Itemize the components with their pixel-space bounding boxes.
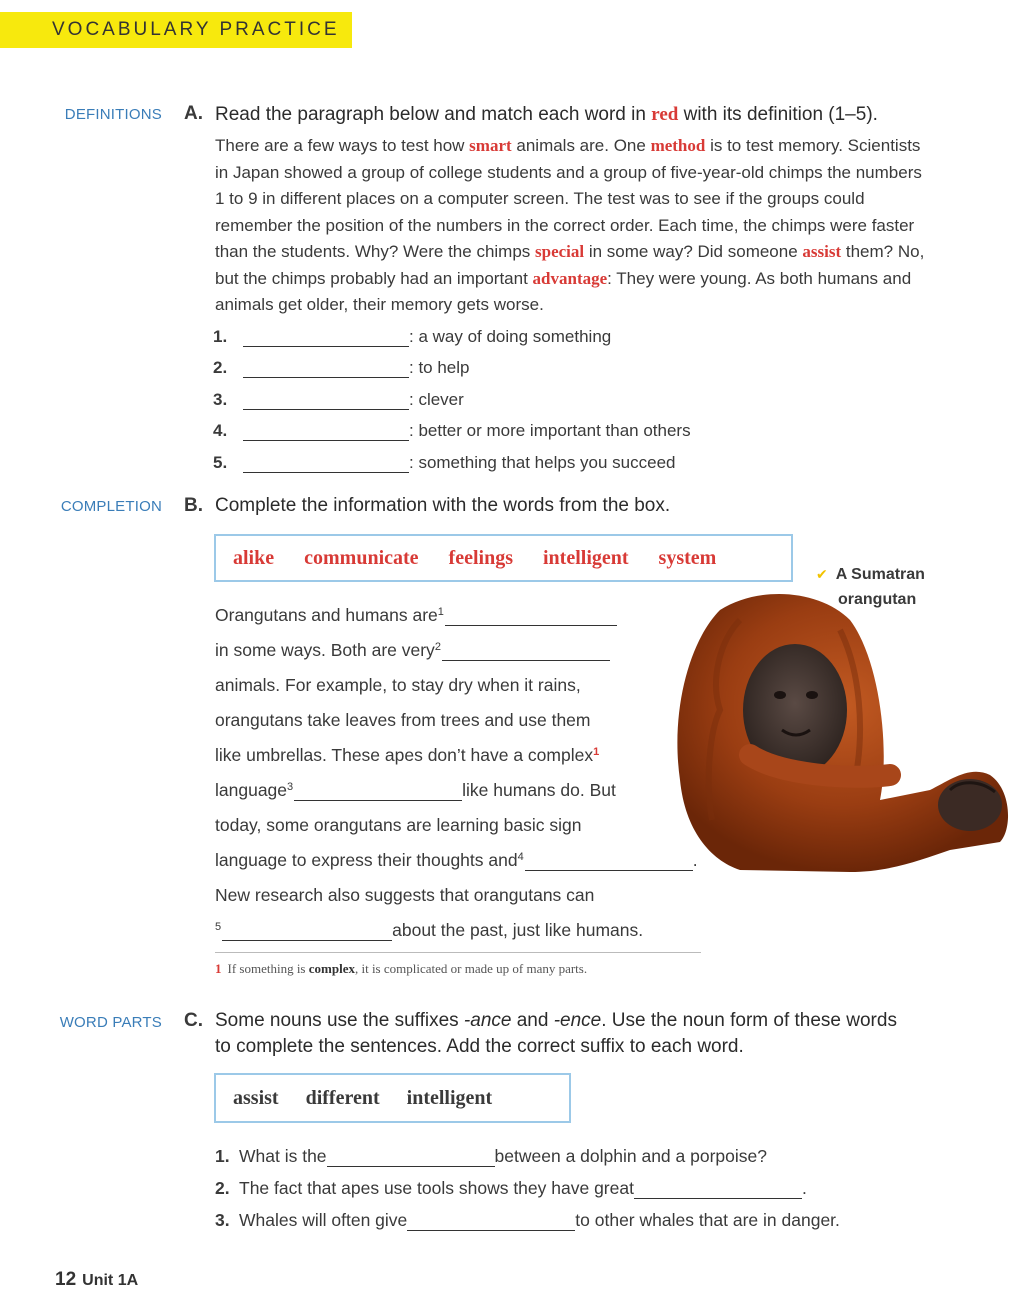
cloze-line: animals. For example, to stay dry when it rains, [215, 675, 581, 695]
footnote: 1 If something is complex, it is complicated or made up of many parts. [215, 961, 588, 976]
reading-paragraph: There are a few ways to test how smart animals are. One method is to test memory. Scientists in Japan showed a group of college students and a group of five-year-old chimps the numbers 1 to 9 in different places on a computer screen. The test was to see if the groups could remember the position of the numbers in the correct order. Each time, the chimps were faster than the students. Why? Were the chimps special in some way? Did someone assist them? No, but the chimps probably had an important advantage: They were young. As both humans and animals get older, their memory gets worse. [215, 136, 925, 314]
answer-blank[interactable] [445, 609, 617, 626]
definition-row: 3. : clever [213, 390, 464, 409]
answer-blank[interactable] [634, 1182, 802, 1199]
box-word: intelligent [406, 1086, 493, 1109]
orangutan-photo [650, 580, 1014, 880]
definition-row: 2. : to help [213, 358, 470, 377]
definition-row: 5. : something that helps you succeed [213, 453, 676, 472]
question-row: 3. Whales will often give to other whales that are in danger. [215, 1210, 840, 1230]
answer-blank[interactable] [525, 854, 693, 871]
answer-blank[interactable] [243, 330, 409, 347]
target-word-assist: assist [802, 242, 842, 261]
box-word: intelligent [542, 546, 629, 569]
section-a-letter: A. [184, 103, 203, 124]
cloze-line: today, some orangutans are learning basic sign [215, 815, 582, 835]
answer-blank[interactable] [243, 424, 409, 441]
cloze-line: orangutans take leaves from trees and use them [215, 710, 591, 730]
box-word: alike [233, 546, 275, 569]
answer-blank[interactable] [222, 924, 392, 941]
answer-blank[interactable] [294, 784, 462, 801]
box-word: different [305, 1086, 380, 1109]
chevron-down-icon: ✔ [816, 566, 828, 582]
cloze-line: like umbrellas. These apes don’t have a complex 1 [215, 745, 600, 765]
box-word: feelings [448, 546, 513, 569]
question-row: 1. What is the between a dolphin and a porpoise? [215, 1146, 767, 1166]
definitions-label: DEFINITIONS [64, 106, 162, 123]
page-footer [55, 1269, 138, 1291]
answer-blank[interactable] [243, 456, 409, 473]
section-b-letter: B. [184, 495, 203, 516]
footnote-divider [215, 952, 701, 953]
completion-label: COMPLETION [60, 498, 162, 515]
answer-blank[interactable] [327, 1150, 495, 1167]
definition-row: 4. : better or more important than others [213, 421, 691, 440]
target-word-smart: smart [469, 136, 512, 155]
box-word: communicate [304, 546, 419, 569]
answer-blank[interactable] [243, 361, 409, 378]
answer-blank[interactable] [407, 1214, 575, 1231]
red-keyword: red [651, 104, 679, 125]
target-word-method: method [650, 136, 706, 155]
cloze-line: New research also suggests that orangutans can [215, 885, 595, 905]
section-a-instruction: Read the paragraph below and match each word in red with its definition (1–5). [215, 104, 878, 125]
word-box [214, 534, 793, 582]
box-word: assist [233, 1086, 279, 1109]
word-parts-label: WORD PARTS [59, 1014, 162, 1031]
target-word-advantage: advantage [532, 268, 608, 288]
unit-label: Unit 1A [82, 1272, 139, 1289]
section-banner: VOCABULARY PRACTICE [0, 12, 352, 48]
section-c-instruction: Some nouns use the suffixes -ance and -ence. Use the noun form of these words to complete the sentences. Add the correct suffix to each word. [215, 1010, 897, 1057]
section-c-letter: C. [184, 1010, 203, 1031]
box-word: system [658, 546, 717, 569]
cloze-line: in some ways. Both are very 2 [215, 635, 610, 661]
cloze-line: language to express their thoughts and 4 . [215, 850, 698, 870]
answer-blank[interactable] [243, 393, 409, 410]
section-b-instruction: Complete the information with the words from the box. [215, 495, 671, 516]
photo-caption: ✔ A Sumatran orangutan [816, 566, 925, 608]
target-word-special: special [535, 242, 585, 261]
cloze-line: 5 about the past, just like humans. [215, 920, 644, 940]
cloze-line: Orangutans and humans are 1 [215, 600, 617, 626]
page-number: 12 [55, 1269, 77, 1290]
answer-blank[interactable] [442, 644, 610, 661]
word-box [214, 1073, 571, 1123]
cloze-line: language 3 like humans do. But [215, 780, 616, 800]
question-row: 2. The fact that apes use tools shows they have great . [215, 1178, 807, 1198]
definition-row: 1. : a way of doing something [213, 327, 612, 346]
footnote-marker: 1 [593, 746, 600, 758]
